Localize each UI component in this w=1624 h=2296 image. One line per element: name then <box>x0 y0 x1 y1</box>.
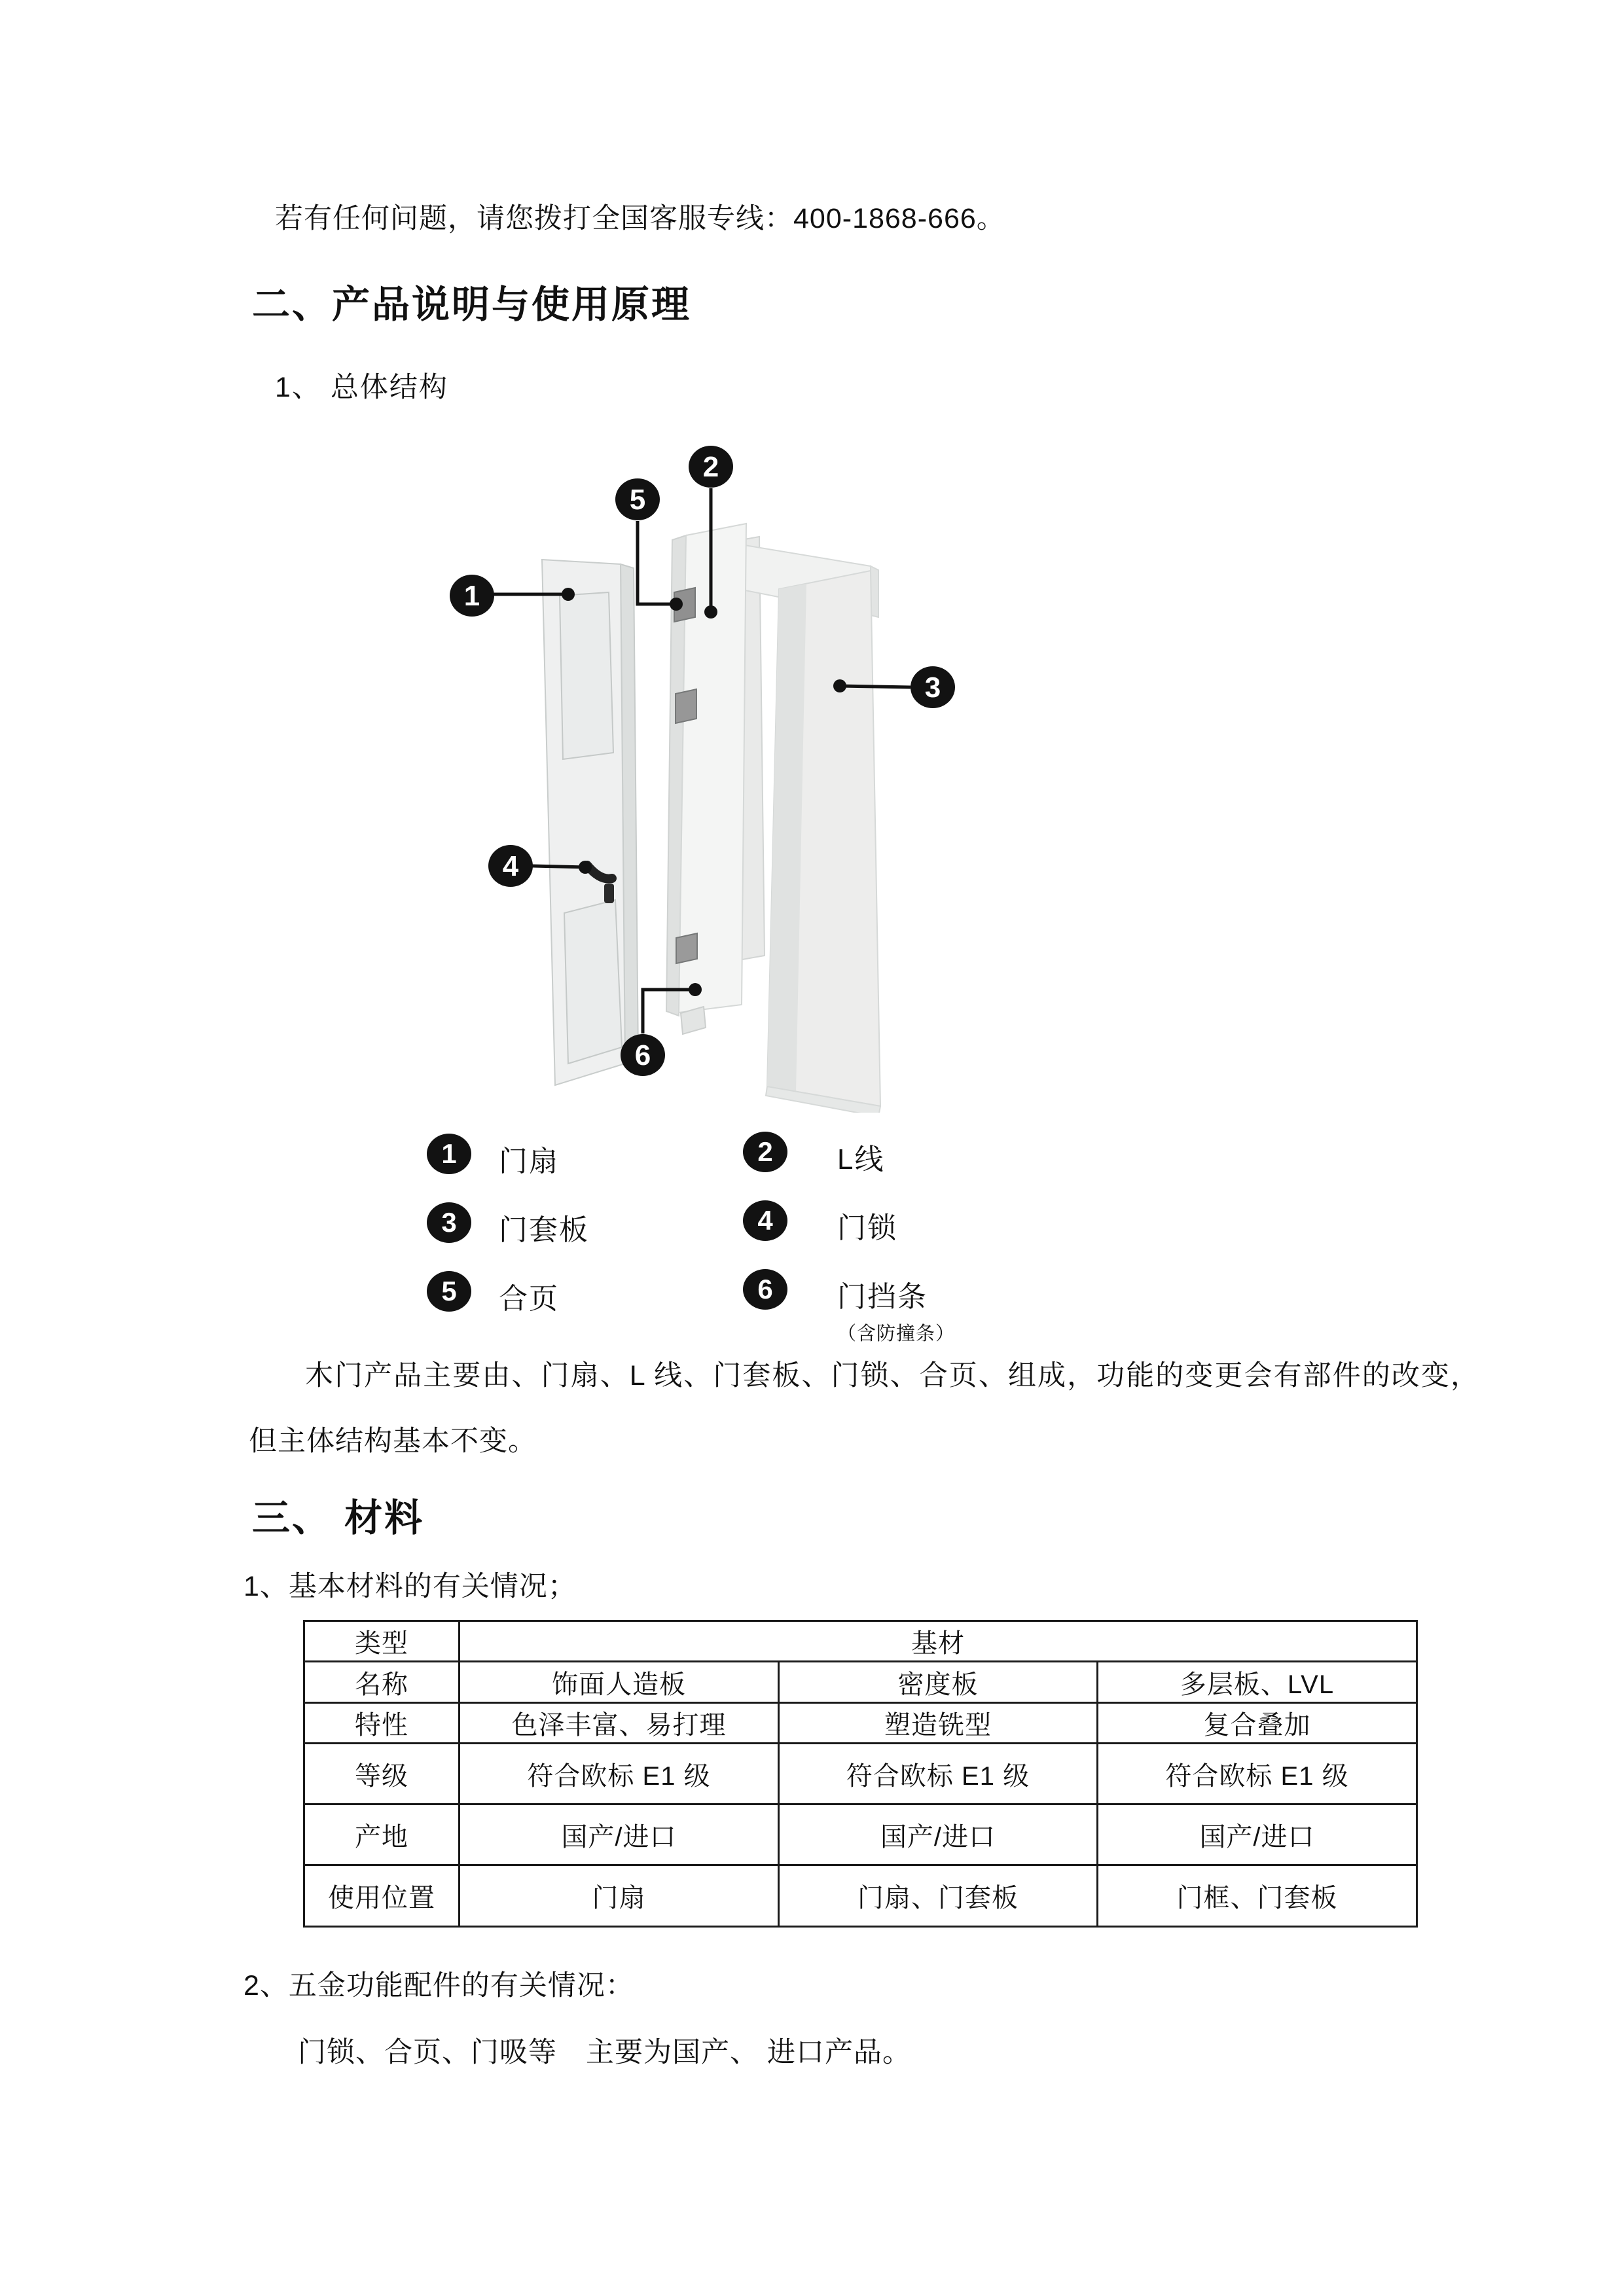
legend-circle-1: 1 <box>427 1134 471 1174</box>
legend-item-5 <box>427 1271 559 1317</box>
legend-circle-4: 4 <box>743 1200 787 1241</box>
section3-item2-text: 门锁、合页、门吸等 主要为国产、 进口产品。 <box>298 2037 911 2068</box>
legend-circle-6: 6 <box>743 1269 787 1310</box>
table-row-origin <box>304 1804 1417 1865</box>
hinge-middle <box>676 689 696 723</box>
table-row-header <box>304 1621 1417 1662</box>
row-grade-cell-3: 符合欧标 E1 级 <box>1098 1744 1417 1804</box>
row-feature-cell-3: 复合叠加 <box>1098 1703 1417 1744</box>
section3-item2: 2、五金功能配件的有关情况： <box>244 1970 634 2001</box>
legend-circle-2: 2 <box>743 1132 787 1172</box>
legend-item-2 <box>743 1132 884 1177</box>
row-origin-cell-2: 国产/进口 <box>779 1804 1098 1865</box>
row-name-cell-3: 多层板、LVL <box>1098 1662 1417 1703</box>
table-header-value: 基材 <box>460 1621 1417 1662</box>
row-origin-cell-3: 国产/进口 <box>1098 1804 1417 1865</box>
row-feature-label: 特性 <box>304 1703 460 1744</box>
legend-note-6: （含防撞条） <box>837 1323 956 1344</box>
row-grade-cell-1: 符合欧标 E1 级 <box>460 1744 779 1804</box>
section2-item1: 1、 总体结构 <box>275 372 448 403</box>
callout-5-number: 5 <box>629 484 646 516</box>
hinge-bottom <box>676 933 697 963</box>
door-leaf-panel-lower <box>564 900 622 1064</box>
door-lock-body <box>604 884 614 903</box>
row-grade-cell-2: 符合欧标 E1 级 <box>779 1744 1098 1804</box>
callout-1-number: 1 <box>463 580 480 612</box>
door-leaf-panel-upper <box>560 592 613 759</box>
row-name-cell-2: 密度板 <box>779 1662 1098 1703</box>
legend-label-6: 门挡条 <box>837 1281 928 1313</box>
legend-item-4 <box>743 1200 897 1246</box>
callout-3-number: 3 <box>924 672 941 704</box>
legend-circle-3: 3 <box>427 1202 471 1243</box>
legend-label-5: 合页 <box>499 1283 559 1315</box>
row-position-cell-3: 门框、门套板 <box>1098 1865 1417 1927</box>
row-grade-label: 等级 <box>304 1744 460 1804</box>
row-feature-cell-2: 塑造铣型 <box>779 1703 1098 1744</box>
table-row-name <box>304 1662 1417 1703</box>
legend-label-2: L线 <box>837 1143 885 1175</box>
row-name-label: 名称 <box>304 1662 460 1703</box>
row-origin-label: 产地 <box>304 1804 460 1865</box>
materials-table <box>303 1620 1418 1928</box>
structure-paragraph: 木门产品主要由、门扇、L 线、门套板、门锁、合页、组成，功能的变更会有部件的改变，但主体结构基本不变。 <box>249 1360 1479 1457</box>
section3-item1: 1、基本材料的有关情况； <box>244 1571 577 1602</box>
row-origin-cell-1: 国产/进口 <box>460 1804 779 1865</box>
table-row-grade <box>304 1744 1417 1804</box>
row-name-cell-1: 饰面人造板 <box>460 1662 779 1703</box>
door-structure-diagram <box>406 432 969 1113</box>
legend-label-1: 门扇 <box>499 1145 559 1177</box>
legend-label-4: 门锁 <box>837 1212 897 1244</box>
row-position-label: 使用位置 <box>304 1865 460 1927</box>
section2-heading: 二、产品说明与使用原理 <box>252 283 692 326</box>
customer-service-line: 若有任何问题，请您拨打全国客服专线：400-1868-666。 <box>275 203 1005 234</box>
row-position-cell-1: 门扇 <box>460 1865 779 1927</box>
legend-item-1 <box>427 1134 559 1179</box>
section3-heading: 三、 材料 <box>252 1497 425 1539</box>
legend-item-3 <box>427 1202 589 1248</box>
table-row-position <box>304 1865 1417 1927</box>
row-position-cell-2: 门扇、门套板 <box>779 1865 1098 1927</box>
legend-label-3: 门套板 <box>499 1214 589 1246</box>
table-row-feature <box>304 1703 1417 1744</box>
row-feature-cell-1: 色泽丰富、易打理 <box>460 1703 779 1744</box>
callout-6-number: 6 <box>634 1039 651 1071</box>
legend-circle-5: 5 <box>427 1271 471 1312</box>
legend-item-6 <box>743 1269 955 1346</box>
table-header-label: 类型 <box>304 1621 460 1662</box>
callout-2-number: 2 <box>702 451 719 483</box>
callout-4-number: 4 <box>502 850 519 882</box>
